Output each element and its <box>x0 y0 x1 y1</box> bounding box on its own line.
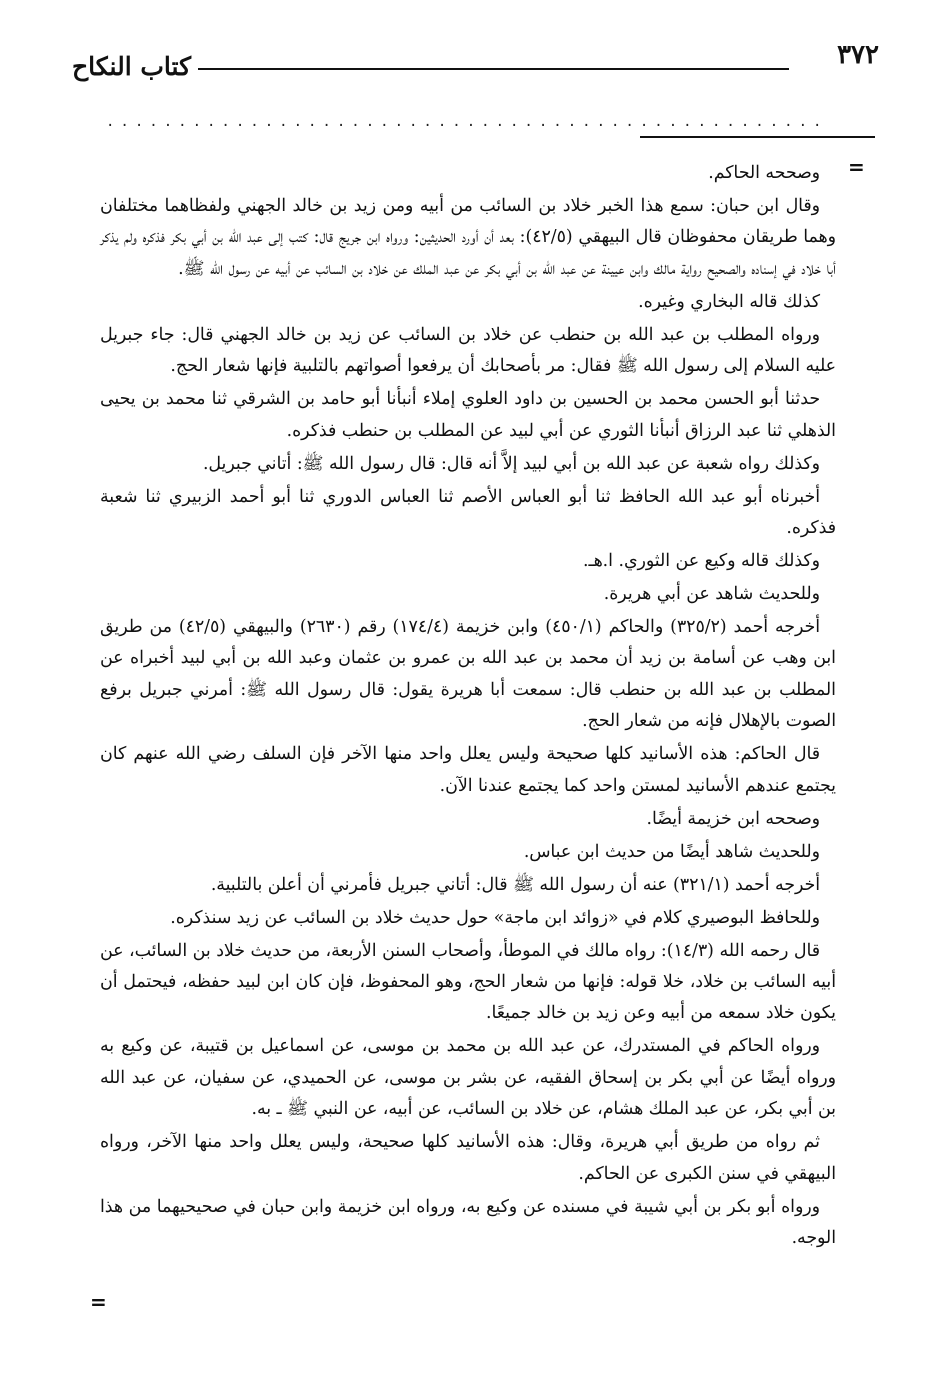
paragraph: أخرجه أحمد (٣٢١/١) عنه أن رسول الله ﷺ قال: أتاني جبريل فأمرني أن أعلن بالتلبية. <box>210 874 820 895</box>
paragraph: وصححه الحاكم. <box>708 163 820 183</box>
paragraph: كذلك قاله البخاري وغيره. <box>638 291 820 312</box>
page-number: ٣٧٢ <box>837 40 879 70</box>
header-rule <box>198 68 789 70</box>
paragraph: أخرجه أحمد (٣٢٥/٢) والحاكم (٤٥٠/١) وابن خزيمة (١٧٤/٤) رقم (٢٦٣٠) والبيهقي (٤٢/٥) من طريق ابن وهب عن أسامة بن زيد أن محمد بن عبد الله بن عمرو بن عثمان وعبد الله بن أبي لبيد أخبراه عن المطلب بن عبد الله بن حنطب قال: سمعت أبا هريرة يقول: قال رسول الله ﷺ: أمرني جبريل برفع الصوت بالإهلال فإنه من شعار الحج. <box>100 617 836 732</box>
paragraph: حدثنا أبو الحسن محمد بن الحسين بن داود العلوي إملاء أنبأنا أبو حامد بن الشرقي ثنا محمد بن يحيى الذهلي ثنا عبد الرزاق أنبأنا الثوري عن أبي لبيد عن المطلب بن حنطب فذكره. <box>100 389 836 441</box>
paragraph: وقال ابن حبان: سمع هذا الخبر خلاد بن السائب من أبيه ومن زيد بن خالد الجهني ولفظاهما مختلفان وهما طريقان محفوظان قال البيهقي (٤٢/٥): بعد أن أورد الحديثين: ورواه ابن جريج قال: كتب إلى عبد الله بن أبي بكر فذكره ولم يذكر أبا خلاد في إسناده والصحيح رواية مالك وابن عيينة عن عبد الله بن أبي بكر عن عبد الملك عن خلاد بن السائب عن أبيه عن رسول الله ﷺ. <box>100 196 836 279</box>
separator-dots: .................................................. <box>106 114 828 130</box>
book-title: كتاب النكاح <box>72 52 191 81</box>
paragraph: قال الحاكم: هذه الأسانيد كلها صحيحة وليس يعلل واحد منها الآخر فإن السلف رضي الله عنهم كان يجتمع عندهم الأسانيد لمستن واحد كما يجتمع عندنا الآن. <box>100 744 836 796</box>
paragraph: ثم رواه من طريق أبي هريرة، وقال: هذه الأسانيد كلها صحيحة، وليس يعلل واحد منها الآخر، ورواه البيهقي في سنن الكبرى عن الحاكم. <box>100 1132 836 1184</box>
paragraph: أخبرناه أبو عبد الله الحافظ ثنا أبو العباس الأصم ثنا العباس الدوري ثنا أبو أحمد الزبيري ثنا شعبة فذكره. <box>100 486 836 539</box>
paragraph: وللحافظ البوصيري كلام في «زوائد ابن ماجة» حول حديث خلاد بن السائب عن زيد سنذكره. <box>170 907 820 928</box>
paragraph: وكذلك قاله وكيع عن الثوري. ا.هـ. <box>583 551 820 572</box>
footnote-body <box>100 158 836 1256</box>
continuation-mark-top: = <box>848 155 865 179</box>
paragraph: وللحديث شاهد أيضًا من حديث ابن عباس. <box>523 841 820 862</box>
paragraph: ورواه المطلب بن عبد الله بن حنطب عن خلاد بن السائب عن زيد بن خالد الجهني قال: جاء جبريل عليه السلام إلى رسول الله ﷺ فقال: مر بأصحابك أن يرفعوا أصواتهم بالتلبية فإنها شعار الحج. <box>100 324 836 377</box>
paragraph: قال رحمه الله (١٤/٣): رواه مالك في الموطأ، وأصحاب السنن الأربعة، من حديث خلاد بن السائب، عن أبيه السائب بن خلاد، خلا قوله: فإنها من شعار الحج، وهو المحفوظ، فإن كان ابن لبيد حفظه، فيحتمل أن يكون خلاد سمعه من أبيه وعن زيد بن خالد جميعًا. <box>100 940 836 1024</box>
paragraph: ورواه أبو بكر بن أبي شيبة في مسنده عن وكيع به، ورواه ابن خزيمة وابن حبان في صحيحيهما من هذا الوجه. <box>100 1196 836 1249</box>
paragraph: وللحديث شاهد عن أبي هريرة. <box>603 584 820 605</box>
paragraph: وصححه ابن خزيمة أيضًا. <box>646 808 820 829</box>
paragraph: وكذلك رواه شعبة عن عبد الله بن أبي لبيد إلاَّ أنه قال: قال رسول الله ﷺ: أتاني جبريل. <box>202 453 820 474</box>
footnote-rule <box>640 136 875 138</box>
paragraph: ورواه الحاكم في المستدرك، عن عبد الله بن محمد بن موسى، عن اسماعيل بن قتيبة، عن وكيع به ورواه أيضًا عن أبي بكر بن إسحاق الفقيه، عن بشر بن موسى، عن الحميدي، عن سفيان، عن عبد الله بن أبي بكر، عن عبد الملك هشام، عن خلاد بن السائب، عن أبيه، عن النبي ﷺ ـ به. <box>100 1036 836 1120</box>
continuation-mark-bottom: = <box>90 1290 107 1314</box>
